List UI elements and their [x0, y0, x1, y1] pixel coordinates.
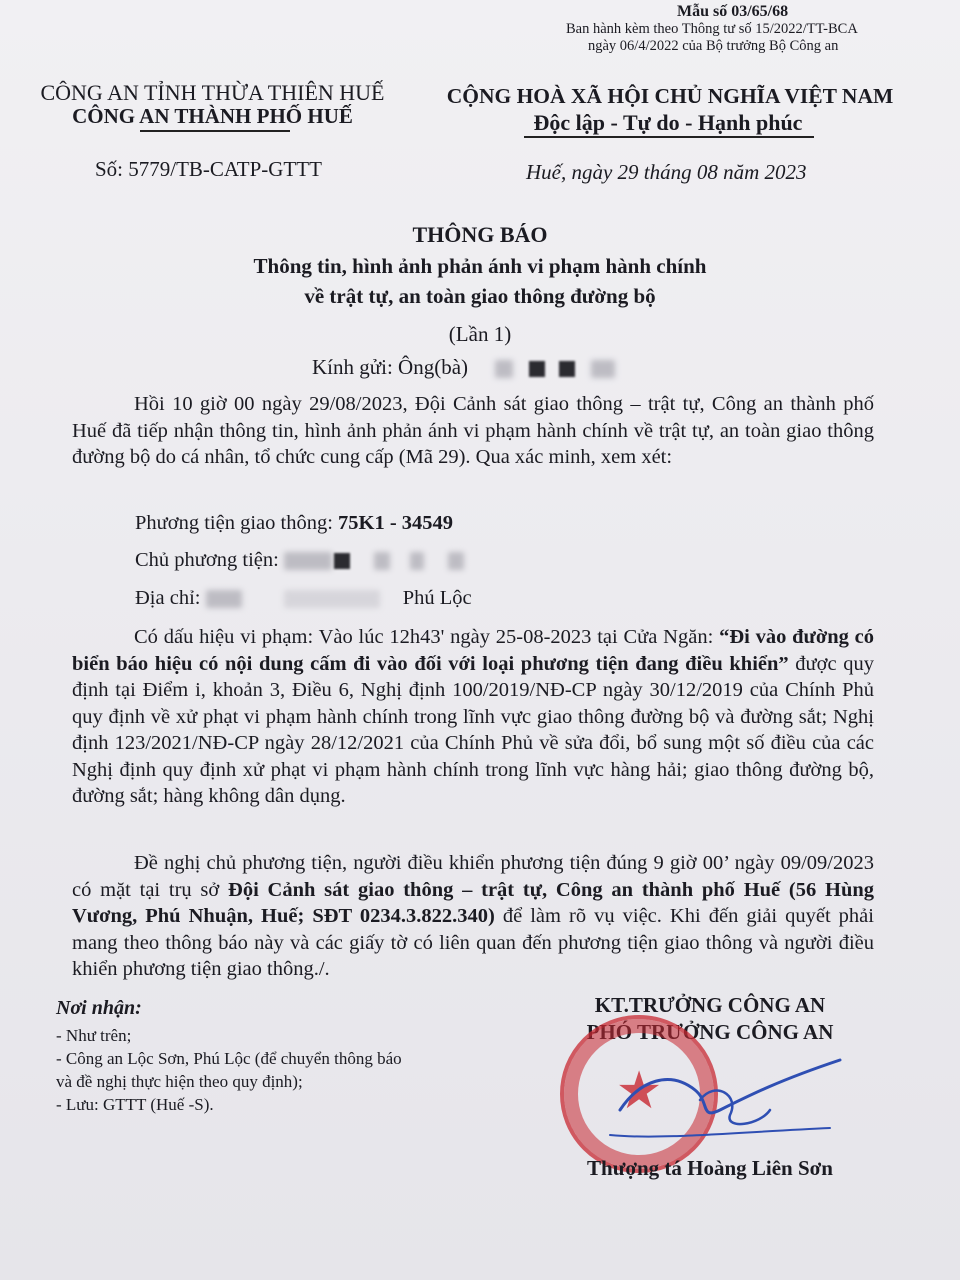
request-intro: Đề nghị chủ phương tiện, người điều khiển phương tiện đúng 9 giờ 00’ ngày 09/09/2023 có mặt tại trụ sở	[72, 852, 874, 901]
address-line	[135, 585, 472, 612]
owner-redacted	[284, 549, 464, 571]
paragraph-request	[72, 850, 874, 983]
address-redacted	[206, 587, 380, 609]
recipient-item: - Lưu: GTTT (Huế -S).	[56, 1095, 214, 1114]
form-note-1: Ban hành kèm theo Thông tư số 15/2022/TT-BCA	[566, 21, 858, 37]
sign-role-2: PHÓ TRƯỞNG CÔNG AN	[586, 1020, 834, 1044]
vehicle-line	[135, 510, 453, 537]
form-code: Mẫu số 03/65/68	[677, 3, 789, 20]
recipient-item: - Công an Lộc Sơn, Phú Lộc (để chuyển thông báo	[56, 1049, 402, 1068]
paragraph-violation	[72, 624, 874, 810]
paragraph-intro: Hồi 10 giờ 00 ngày 29/08/2023, Đội Cảnh sát giao thông – trật tự, Công an thành phố Huế đã tiếp nhận thông tin, hình ảnh phản ánh vi phạm hành chính về trật tự, an toàn giao thông đường bộ do cá nhân, tổ chức cung cấp (Mã 29). Qua xác minh, xem xét:	[72, 393, 874, 468]
motto: Độc lập - Tự do - Hạnh phúc	[533, 110, 803, 135]
recipients-title: Nơi nhận:	[56, 997, 142, 1019]
vehicle-plate: 75K1 - 34549	[338, 512, 454, 534]
request-location: Đội Cảnh sát giao thông – trật tự, Công an thành phố Huế (56 Hùng Vương, Phú Nhuận, Huế; SĐT 0234.3.822.340)	[72, 878, 875, 927]
document-subtitle-1: Thông tin, hình ảnh phản ánh vi phạm hành chính	[253, 254, 707, 278]
agency-underline	[140, 130, 290, 132]
seal-star-icon: ★	[615, 1061, 663, 1121]
motto-underline	[524, 136, 814, 138]
request-outro: để làm rõ vụ việc. Khi đến giải quyết phải mang theo thông báo này và các giấy tờ có liên quan đến phương tiện giao thông và người điều khiển phương tiện giao thông./.	[72, 905, 874, 980]
address-visible: Phú Lộc	[402, 587, 472, 609]
country-name: CỘNG HOÀ XÃ HỘI CHỦ NGHĨA VIỆT NAM	[446, 84, 894, 108]
address-label: Địa chỉ:	[135, 587, 206, 609]
agency-parent: CÔNG AN TỈNH THỪA THIÊN HUẾ	[40, 80, 385, 105]
form-note-2: ngày 06/4/2022 của Bộ trưởng Bộ Công an	[588, 38, 839, 54]
violation-legal-basis: được quy định tại Điểm i, khoản 3, Điều 6, Nghị định 100/2019/NĐ-CP ngày 30/12/2019 của Chính Phủ quy định về xử phạt vi phạm hành chính trong lĩnh vực giao thông đường bộ và đường sắt; Nghị định 123/2021/NĐ-CP ngày 28/12/2021 của Chính Phủ về sửa đổi, bổ sung một số điều của các Nghị định quy định xử phạt vi phạm hành chính trong lĩnh vực hàng hải; giao thông đường bộ, đường sắt; hàng không dân dụng.	[72, 652, 874, 807]
issue-number: (Lần 1)	[448, 322, 512, 346]
owner-line	[135, 547, 464, 574]
signer-name: Thượng tá Hoàng Liên Sơn	[587, 1156, 833, 1180]
recipient-item: - Như trên;	[56, 1026, 132, 1045]
recipient-item: và đề nghị thực hiện theo quy định);	[56, 1072, 303, 1091]
violation-intro: Có dấu hiệu vi phạm: Vào lúc 12h43' ngày 25-08-2023 tại Cửa Ngăn:	[134, 626, 720, 648]
recipient-label: Kính gửi: Ông(bà)	[312, 355, 469, 379]
violation-description: “Đi vào đường có biển báo hiệu có nội dung cấm đi vào đối với loại phương tiện đang điều khiển”	[72, 626, 874, 675]
document-subtitle-2: về trật tự, an toàn giao thông đường bộ	[304, 284, 656, 308]
recipient-line	[312, 355, 615, 380]
recipient-redacted	[495, 355, 614, 379]
recipients-list	[56, 1024, 402, 1116]
document-title: THÔNG BÁO	[412, 222, 548, 247]
doc-number: Số: 5779/TB-CATP-GTTT	[95, 157, 322, 181]
signature-mark	[600, 1040, 860, 1150]
place-date: Huế, ngày 29 tháng 08 năm 2023	[526, 160, 807, 184]
owner-label: Chủ phương tiện:	[135, 549, 284, 571]
agency-name: CÔNG AN THÀNH PHỐ HUẾ	[72, 104, 353, 128]
sign-role-1: KT.TRƯỞNG CÔNG AN	[594, 993, 826, 1017]
vehicle-label: Phương tiện giao thông:	[135, 512, 339, 534]
